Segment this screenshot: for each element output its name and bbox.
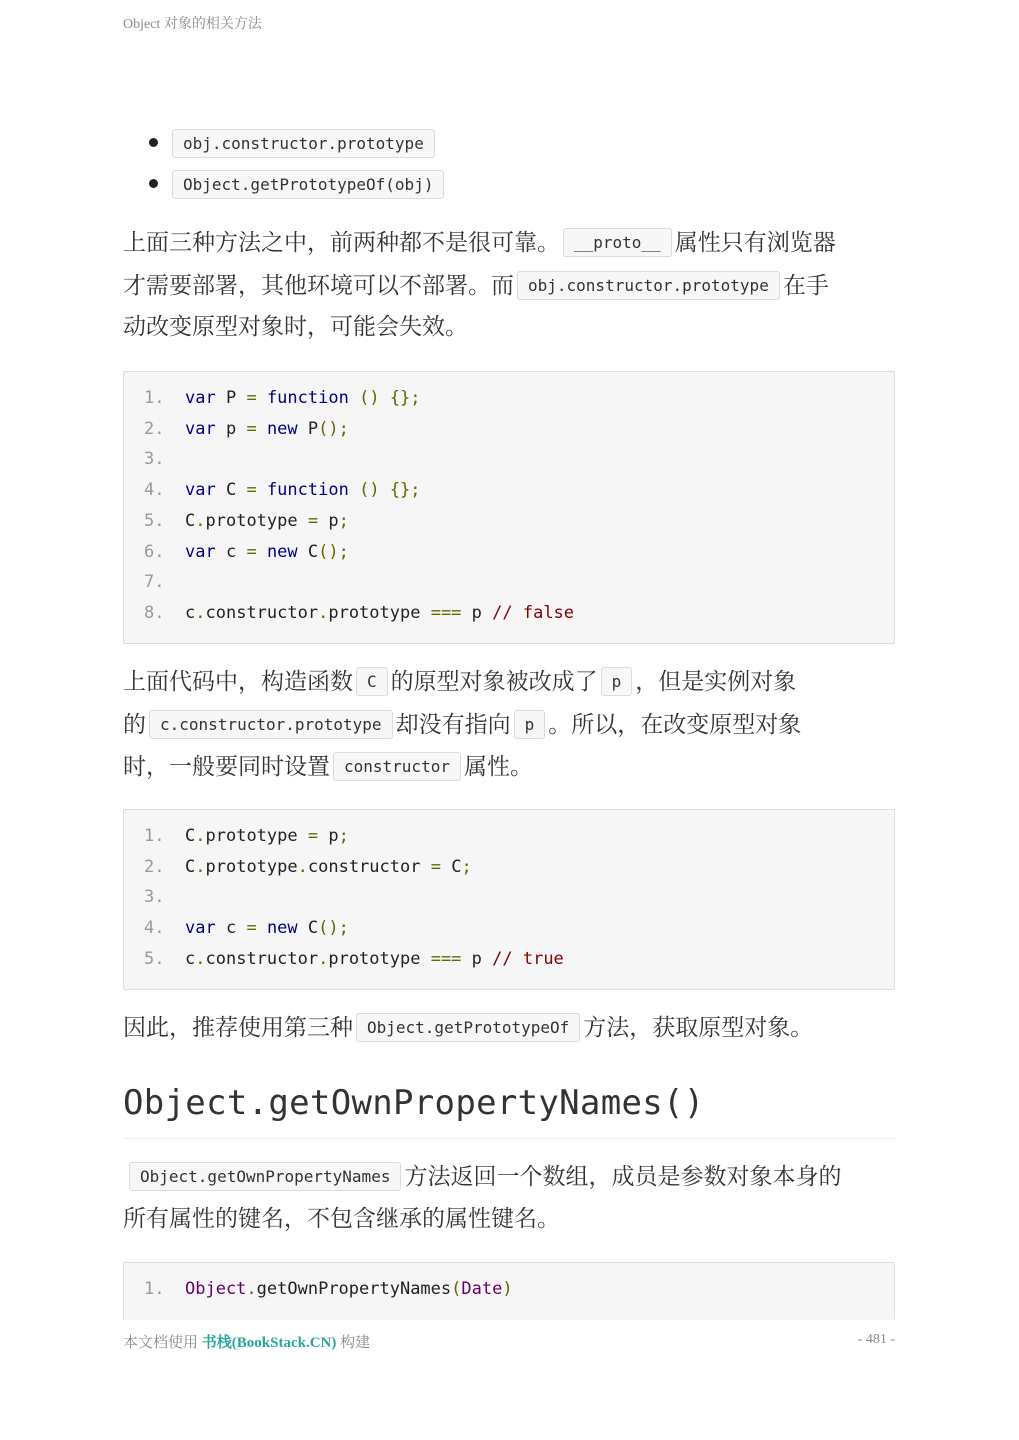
list-item	[123, 127, 895, 168]
paragraph-explanation	[123, 661, 895, 789]
paragraph-text: 上面代码中，构造函数	[123, 669, 353, 695]
inline-code: C	[356, 667, 388, 696]
code-block	[123, 1262, 895, 1320]
code-line	[124, 542, 894, 573]
code-text: c.constructor.prototype === p // false	[185, 602, 575, 623]
paragraph-text: 属性。	[463, 754, 533, 780]
code-line	[124, 857, 894, 888]
paragraph-text: 才需要部署，其他环境可以不部署。而	[123, 272, 514, 299]
paragraph-text: ，但是实例对象	[635, 669, 797, 695]
line-number: 6.	[144, 541, 165, 562]
code-text: var P = function () {};	[185, 388, 421, 408]
paragraph-text: 方法，获取原型对象。	[583, 1015, 814, 1041]
footer-brand-link[interactable]: 书栈(BookStack.CN)	[201, 1335, 337, 1351]
inline-code: Object.getPrototypeOf	[356, 1013, 580, 1042]
inline-code: obj.constructor.prototype	[172, 129, 435, 158]
code-text: var C = function () {};	[185, 480, 421, 501]
code-block	[123, 809, 895, 990]
method-list	[123, 127, 895, 209]
line-number: 7.	[144, 572, 165, 593]
bullet-icon	[149, 138, 158, 147]
inline-code: Object.getPrototypeOf(obj)	[172, 170, 444, 199]
line-number: 5.	[144, 510, 165, 531]
inline-code: p	[601, 667, 633, 696]
paragraph-text: 的原型对象被改成了	[390, 669, 598, 695]
code-line	[124, 949, 894, 980]
code-line	[124, 887, 894, 918]
line-number: 4.	[144, 480, 165, 501]
code-line	[124, 419, 894, 450]
line-number: 5.	[144, 948, 165, 969]
page-number: - 481 -	[857, 1332, 895, 1347]
line-number: 2.	[144, 856, 165, 877]
line-number: 2.	[144, 418, 165, 439]
code-text: var c = new C();	[185, 541, 349, 562]
paragraph-text: 的	[123, 711, 146, 738]
paragraph-recommendation	[123, 1007, 895, 1050]
paragraph-text: 在手	[782, 272, 829, 299]
running-header: Object 对象的相关方法	[123, 17, 262, 32]
line-number: 1.	[144, 388, 165, 408]
paragraph-text: 方法返回一个数组，成员是参数对象本身的	[404, 1164, 842, 1190]
code-text: C.prototype = p;	[185, 826, 349, 846]
paragraph-reliability	[123, 222, 895, 349]
footer-text: 构建	[340, 1335, 371, 1351]
line-number: 3.	[144, 887, 165, 908]
code-text: var c = new C();	[185, 918, 349, 939]
code-text: C.prototype = p;	[185, 510, 349, 531]
code-line	[124, 480, 894, 511]
line-number: 1.	[144, 826, 165, 846]
paragraph-text: 所有属性的键名，不包含继承的属性键名。	[123, 1205, 560, 1232]
code-text: Object.getOwnPropertyNames(Date)	[185, 1279, 513, 1299]
inline-code: obj.constructor.prototype	[517, 271, 780, 300]
inline-code: p	[514, 710, 546, 739]
bullet-icon	[149, 179, 158, 188]
paragraph-text: 却没有指向	[395, 711, 511, 738]
inline-code: constructor	[333, 752, 461, 781]
line-number: 8.	[144, 602, 165, 623]
inline-code: c.constructor.prototype	[149, 710, 393, 739]
code-text: c.constructor.prototype === p // true	[185, 948, 564, 969]
line-number: 3.	[144, 449, 165, 470]
code-text: C.prototype.constructor = C;	[185, 856, 472, 877]
code-line	[124, 826, 894, 857]
code-line	[124, 918, 894, 949]
paragraph-text: 上面三种方法之中，前两种都不是很可靠。	[123, 230, 560, 256]
code-line	[124, 572, 894, 603]
code-line	[124, 449, 894, 480]
code-block	[123, 371, 895, 644]
paragraph-text: 属性只有浏览器	[674, 230, 836, 256]
inline-code: Object.getOwnPropertyNames	[129, 1162, 401, 1191]
code-line	[124, 388, 894, 419]
code-line	[124, 511, 894, 542]
code-line	[124, 603, 894, 634]
paragraph-text: 。所以，在改变原型对象	[548, 711, 802, 738]
code-text: var p = new P();	[185, 418, 349, 439]
heading-divider	[123, 1138, 895, 1139]
line-number: 4.	[144, 918, 165, 939]
paragraph-getownpropertynames	[123, 1156, 895, 1240]
paragraph-text: 动改变原型对象时，可能会失效。	[123, 314, 468, 340]
line-number: 1.	[144, 1279, 165, 1299]
footer-credit	[123, 1331, 370, 1352]
inline-code: __proto__	[563, 228, 672, 257]
list-item	[123, 168, 895, 209]
section-heading: Object.getOwnPropertyNames()	[123, 1083, 705, 1123]
paragraph-text: 因此，推荐使用第三种	[123, 1015, 353, 1041]
code-line	[124, 1279, 894, 1310]
paragraph-text: 时，一般要同时设置	[123, 754, 330, 780]
footer-text: 本文档使用	[123, 1335, 199, 1351]
